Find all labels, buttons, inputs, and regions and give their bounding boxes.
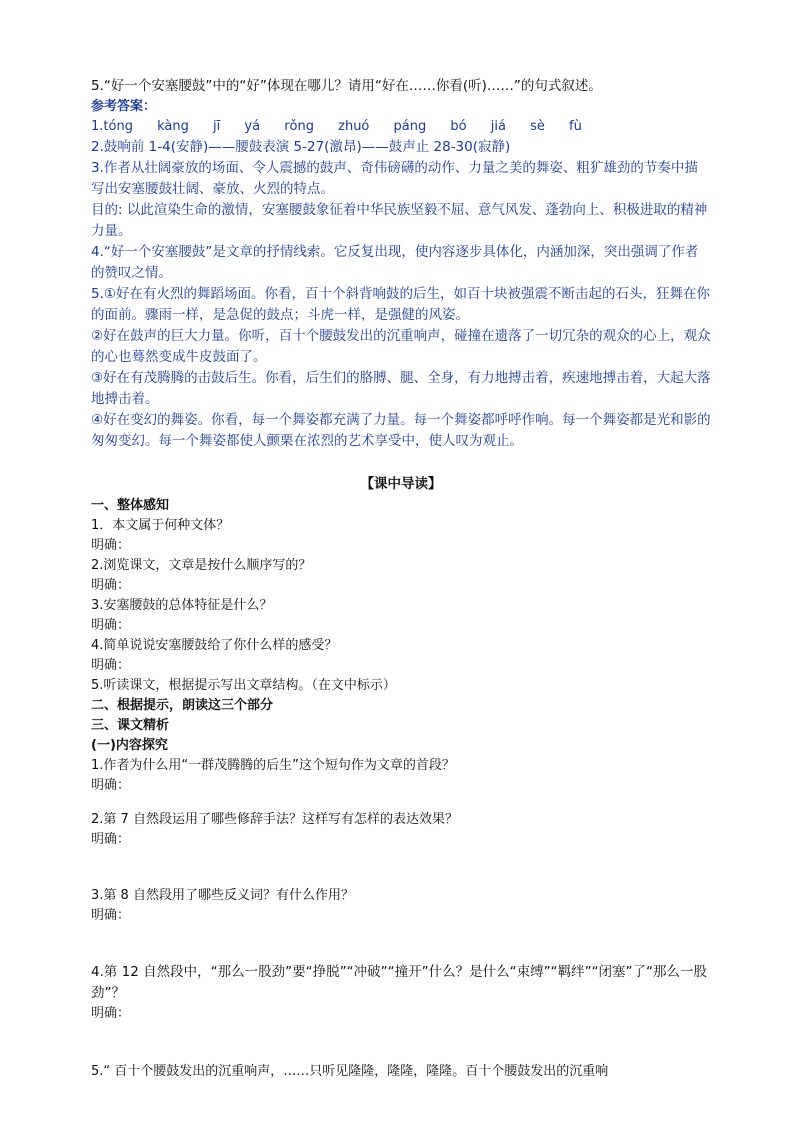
content-question-3: 3.第 8 自然段用了哪些反义词？有什么作用？ — [91, 888, 354, 903]
question-3: 3.安塞腰鼓的总体特征是什么？ — [91, 598, 273, 613]
answer-label: 明确： — [91, 578, 131, 593]
answer-5-part-3: ③好在有茂腾腾的击鼓后生。你看，后生们的胳膊、腿、全身，有力地搏击着，疾速地搏击着，大起大落地搏击着。 — [91, 370, 711, 407]
answer-3-purpose: 目的: 以此渲染生命的激情，安塞腰鼓象征着中华民族坚毅不屈、意气风发、蓬勃向上、积极进取的精神力量。 — [91, 202, 708, 239]
section-title: 【课中导读】 — [360, 476, 442, 492]
part-3-heading: 三、课文精析 — [91, 718, 170, 733]
subsection-1-heading: (一)内容探究 — [91, 738, 168, 753]
answer-label: 明确： — [91, 618, 131, 633]
pinyin-item: rǒng — [284, 119, 314, 134]
answer-label: 明确： — [91, 1006, 131, 1021]
answer-label: 明确： — [91, 778, 131, 793]
answer-2: 2.鼓响前 1-4(安静)——腰鼓表演 5-27(激昂)——鼓声止 28-30(寂静) — [91, 139, 511, 155]
content-question-4: 4.第 12 自然段中，“那么一股劲”要“挣脱”“冲破”“撞开”什么？是什么“束缚”“羁绊”“闭塞”了“那么一股劲”？ — [91, 964, 708, 1001]
part-1-heading: 一、整体感知 — [91, 498, 170, 513]
answer-label: 明确： — [91, 538, 131, 553]
answer-label: 明确： — [91, 658, 131, 673]
pinyin-item: 1.tóng — [91, 119, 133, 134]
pinyin-item: yá — [244, 119, 261, 134]
answer-space — [91, 850, 711, 886]
pinyin-item: jiá — [490, 119, 506, 134]
answer-5-part-4: ④好在变幻的舞姿。你看，每一个舞姿都充满了力量。每一个舞姿都呼呼作响。每一个舞姿都是光和影的匆匆变幻。每一个舞姿都使人颤栗在浓烈的艺术享受中，使人叹为观止。 — [91, 412, 711, 449]
pinyin-item: kàng — [157, 119, 189, 134]
question-1: 1．本文属于何种文体？ — [91, 518, 230, 533]
pinyin-item: páng — [393, 119, 427, 134]
answer-space — [91, 1024, 711, 1060]
part-2-heading: 二、根据提示，朗读这三个部分 — [91, 698, 274, 713]
document-page — [91, 76, 711, 1082]
answer-space — [91, 796, 711, 810]
answer-5-part-1: 5.①好在有火烈的舞蹈场面。你看，百十个斜背响鼓的后生，如百十块被强震不断击起的石头，狂舞在你的面前。骤雨一样，是急促的鼓点；斗虎一样，是强健的风姿。 — [91, 286, 710, 323]
pinyin-item: zhuó — [338, 119, 370, 134]
pinyin-item: sè — [530, 119, 545, 134]
answer-1-pinyin — [91, 117, 711, 137]
content-question-2: 2.第 7 自然段运用了哪些修辞手法？这样写有怎样的表达效果？ — [91, 812, 458, 827]
question-2: 2.浏览课文，文章是按什么顺序写的？ — [91, 558, 312, 573]
answer-space — [91, 926, 711, 962]
pinyin-item: jī — [213, 119, 221, 134]
answer-4: 4.“好一个安塞腰鼓”是文章的抒情线索。它反复出现，使内容逐步具体化，内涵加深，突出强调了作者的赞叹之情。 — [91, 244, 699, 281]
answers-heading: 参考答案： — [91, 99, 157, 114]
question-5: 5.听读课文，根据提示写出文章结构。（在文中标示） — [91, 678, 396, 693]
question-5-intro: 5.“好一个安塞腰鼓”中的“好”体现在哪儿？请用“好在……你看(听)……”的句式叙述。 — [91, 78, 602, 94]
answer-label: 明确： — [91, 832, 131, 847]
question-4: 4.简单说说安塞腰鼓给了你什么样的感受？ — [91, 638, 338, 653]
content-question-5: 5.“ 百十个腰鼓发出的沉重响声，……只听见隆隆，隆隆，隆隆。百十个腰鼓发出的沉重响 — [91, 1064, 609, 1079]
answer-3: 3.作者从壮阔豪放的场面、令人震撼的鼓声、奇伟磅礴的动作、力量之美的舞姿、粗犷雄劲的节奏中描写出安塞腰鼓壮阔、豪放、火烈的特点。 — [91, 160, 698, 197]
content-question-1: 1.作者为什么用“一群茂腾腾的后生”这个短句作为文章的首段？ — [91, 758, 455, 773]
pinyin-item: fù — [569, 119, 582, 134]
answer-label: 明确： — [91, 908, 131, 923]
pinyin-item: bó — [450, 119, 467, 134]
answer-5-part-2: ②好在鼓声的巨大力量。你听，百十个腰鼓发出的沉重响声，碰撞在遗落了一切冗杂的观众的心上，观众的心也蓦然变成牛皮鼓面了。 — [91, 328, 711, 365]
